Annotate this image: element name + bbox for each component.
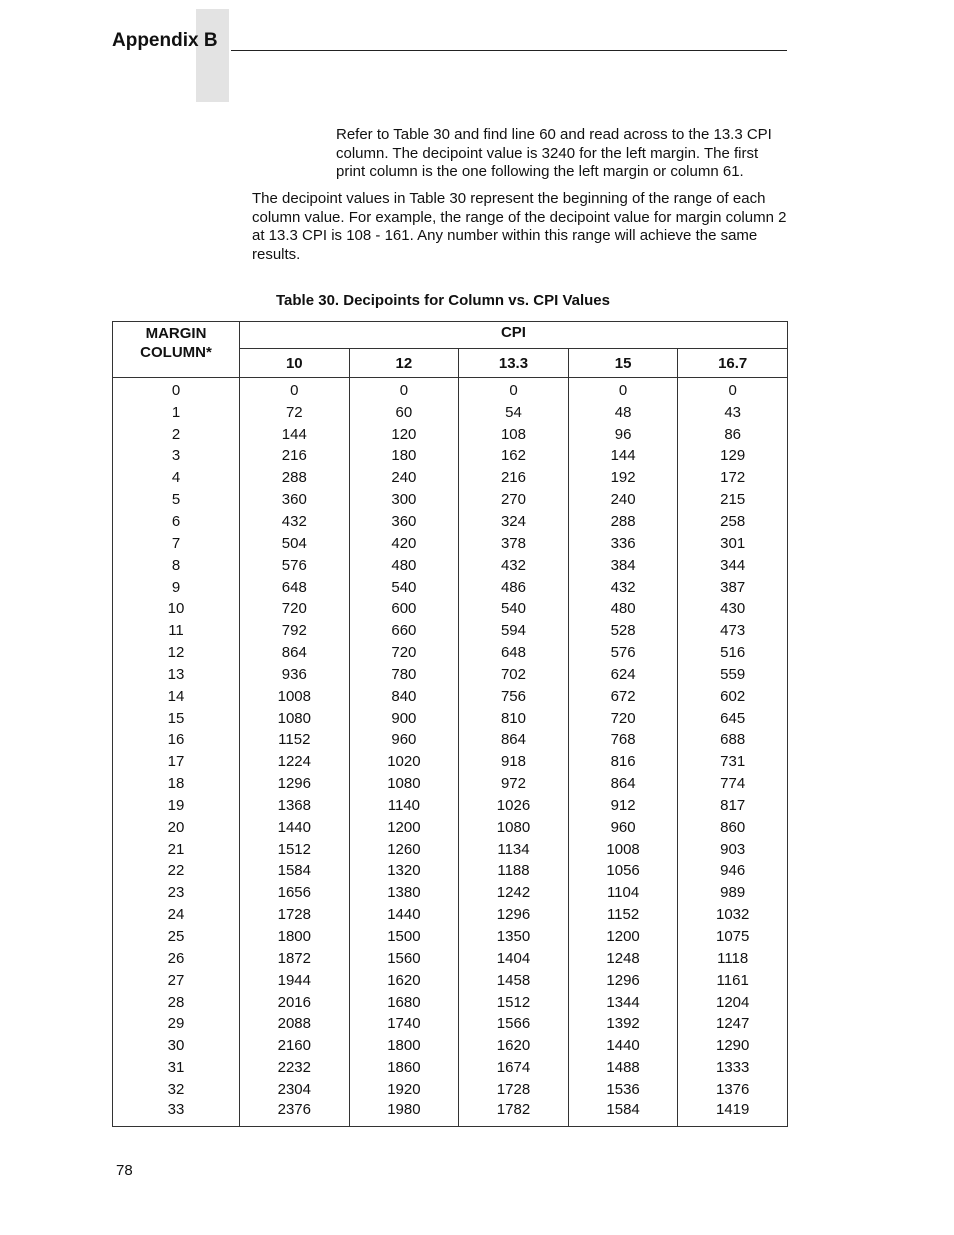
- table-row: [113, 904, 788, 926]
- margin-column-cell: 27: [113, 970, 240, 992]
- table-caption: Table 30. Decipoints for Column vs. CPI Values: [276, 292, 610, 309]
- decipoint-cell: 1104: [568, 882, 678, 904]
- margin-column-cell: 23: [113, 882, 240, 904]
- decipoint-cell: 2016: [240, 992, 350, 1014]
- cpi-group-header: CPI: [240, 322, 788, 349]
- margin-column-header: [113, 322, 240, 378]
- decipoint-cell: 1620: [459, 1035, 569, 1057]
- decipoint-cell: 860: [678, 817, 788, 839]
- decipoint-cell: 215: [678, 489, 788, 511]
- decipoint-cell: 180: [349, 446, 459, 468]
- decipoint-cell: 1140: [349, 795, 459, 817]
- table-row: [113, 467, 788, 489]
- decipoint-cell: 0: [240, 378, 350, 402]
- decipoint-cell: 1200: [568, 926, 678, 948]
- decipoint-cell: 1260: [349, 839, 459, 861]
- table-row: [113, 730, 788, 752]
- decipoint-cell: 1860: [349, 1057, 459, 1079]
- decipoint-cell: 432: [240, 511, 350, 533]
- decipoint-cell: 1075: [678, 926, 788, 948]
- table-row: [113, 1101, 788, 1127]
- decipoint-cell: 378: [459, 533, 569, 555]
- decipoint-cell: 1404: [459, 948, 569, 970]
- body-paragraph-2: The decipoint values in Table 30 represent the beginning of the range of each column value. For example, the range of the decipoint value for margin column 2 at 13.3 CPI is 108 - 161. Any number within this range will achieve the same results.: [252, 190, 787, 263]
- decipoint-cell: 1800: [349, 1035, 459, 1057]
- decipoint-cell: 1296: [568, 970, 678, 992]
- decipoint-cell: 384: [568, 555, 678, 577]
- table-row: [113, 446, 788, 468]
- margin-column-cell: 24: [113, 904, 240, 926]
- decipoint-cell: 1512: [459, 992, 569, 1014]
- decipoint-cell: 1290: [678, 1035, 788, 1057]
- margin-column-cell: 16: [113, 730, 240, 752]
- decipoint-cell: 2304: [240, 1079, 350, 1101]
- table-row: [113, 424, 788, 446]
- margin-column-cell: 5: [113, 489, 240, 511]
- decipoint-cell: 648: [459, 642, 569, 664]
- decipoint-cell: 792: [240, 620, 350, 642]
- table-row: [113, 489, 788, 511]
- appendix-heading: Appendix B: [112, 30, 218, 51]
- table-row: [113, 577, 788, 599]
- decipoint-cell: 216: [240, 446, 350, 468]
- margin-column-cell: 8: [113, 555, 240, 577]
- table-row: [113, 926, 788, 948]
- cpi-column-header: 15: [568, 349, 678, 378]
- decipoint-cell: 576: [568, 642, 678, 664]
- table-row: [113, 839, 788, 861]
- decipoint-cell: 1674: [459, 1057, 569, 1079]
- decipoint-cell: 972: [459, 773, 569, 795]
- decipoint-cell: 1204: [678, 992, 788, 1014]
- decipoint-cell: 756: [459, 686, 569, 708]
- decipoint-cell: 1500: [349, 926, 459, 948]
- decipoint-cell: 918: [459, 751, 569, 773]
- decipoint-cell: 840: [349, 686, 459, 708]
- decipoint-cell: 43: [678, 402, 788, 424]
- decipoint-cell: 387: [678, 577, 788, 599]
- table-row: [113, 555, 788, 577]
- table-row: [113, 817, 788, 839]
- decipoint-cell: 594: [459, 620, 569, 642]
- decipoint-cell: 1008: [568, 839, 678, 861]
- decipoint-cell: 1344: [568, 992, 678, 1014]
- decipoint-cell: 1512: [240, 839, 350, 861]
- decipoint-cell: 1728: [240, 904, 350, 926]
- table-row: [113, 773, 788, 795]
- decipoint-cell: 1200: [349, 817, 459, 839]
- decipoint-cell: 1152: [568, 904, 678, 926]
- decipoint-cell: 144: [240, 424, 350, 446]
- decipoint-cell: 1350: [459, 926, 569, 948]
- table-row: [113, 1057, 788, 1079]
- decipoint-cell: 129: [678, 446, 788, 468]
- decipoint-cell: 540: [459, 598, 569, 620]
- margin-column-cell: 18: [113, 773, 240, 795]
- decipoint-cell: 240: [349, 467, 459, 489]
- margin-column-cell: 10: [113, 598, 240, 620]
- decipoints-table: [112, 321, 788, 1127]
- decipoint-cell: 1488: [568, 1057, 678, 1079]
- decipoint-cell: 528: [568, 620, 678, 642]
- decipoint-cell: 989: [678, 882, 788, 904]
- decipoint-cell: 720: [349, 642, 459, 664]
- decipoint-cell: 288: [240, 467, 350, 489]
- cpi-column-header: 10: [240, 349, 350, 378]
- page-number: 78: [116, 1162, 133, 1179]
- decipoint-cell: 1376: [678, 1079, 788, 1101]
- decipoint-cell: 1242: [459, 882, 569, 904]
- decipoint-cell: 1056: [568, 861, 678, 883]
- margin-column-cell: 22: [113, 861, 240, 883]
- decipoint-cell: 258: [678, 511, 788, 533]
- margin-column-cell: 31: [113, 1057, 240, 1079]
- decipoint-cell: 1008: [240, 686, 350, 708]
- cpi-column-header: 16.7: [678, 349, 788, 378]
- decipoint-cell: 144: [568, 446, 678, 468]
- margin-column-cell: 14: [113, 686, 240, 708]
- decipoint-cell: 300: [349, 489, 459, 511]
- decipoint-cell: 1320: [349, 861, 459, 883]
- decipoint-cell: 1458: [459, 970, 569, 992]
- margin-column-cell: 30: [113, 1035, 240, 1057]
- table-row: [113, 511, 788, 533]
- decipoint-cell: 1536: [568, 1079, 678, 1101]
- decipoint-cell: 1333: [678, 1057, 788, 1079]
- decipoint-cell: 936: [240, 664, 350, 686]
- decipoint-cell: 480: [349, 555, 459, 577]
- decipoint-cell: 360: [349, 511, 459, 533]
- decipoint-cell: 1118: [678, 948, 788, 970]
- decipoint-cell: 1656: [240, 882, 350, 904]
- table-row: [113, 751, 788, 773]
- decipoint-cell: 162: [459, 446, 569, 468]
- decipoint-cell: 48: [568, 402, 678, 424]
- decipoint-cell: 1800: [240, 926, 350, 948]
- decipoint-cell: 720: [240, 598, 350, 620]
- decipoint-cell: 1248: [568, 948, 678, 970]
- margin-column-cell: 2: [113, 424, 240, 446]
- decipoint-cell: 624: [568, 664, 678, 686]
- decipoint-cell: 559: [678, 664, 788, 686]
- decipoint-cell: 720: [568, 708, 678, 730]
- margin-column-cell: 0: [113, 378, 240, 402]
- decipoint-cell: 172: [678, 467, 788, 489]
- decipoint-cell: 1740: [349, 1013, 459, 1035]
- decipoint-cell: 473: [678, 620, 788, 642]
- decipoint-cell: 1392: [568, 1013, 678, 1035]
- decipoint-cell: 1440: [240, 817, 350, 839]
- decipoint-cell: 432: [568, 577, 678, 599]
- decipoint-cell: 1440: [349, 904, 459, 926]
- margin-column-cell: 13: [113, 664, 240, 686]
- decipoint-cell: 270: [459, 489, 569, 511]
- decipoint-cell: 645: [678, 708, 788, 730]
- decipoint-cell: 120: [349, 424, 459, 446]
- decipoint-cell: 301: [678, 533, 788, 555]
- decipoint-cell: 864: [568, 773, 678, 795]
- margin-column-cell: 33: [113, 1101, 240, 1127]
- decipoint-cell: 0: [678, 378, 788, 402]
- decipoint-cell: 288: [568, 511, 678, 533]
- margin-column-cell: 4: [113, 467, 240, 489]
- decipoint-cell: 430: [678, 598, 788, 620]
- decipoint-cell: 900: [349, 708, 459, 730]
- decipoint-cell: 2232: [240, 1057, 350, 1079]
- decipoint-cell: 344: [678, 555, 788, 577]
- decipoint-cell: 688: [678, 730, 788, 752]
- decipoint-cell: 1080: [459, 817, 569, 839]
- decipoint-cell: 336: [568, 533, 678, 555]
- decipoint-cell: 903: [678, 839, 788, 861]
- decipoint-cell: 602: [678, 686, 788, 708]
- decipoint-cell: 1782: [459, 1101, 569, 1127]
- margin-column-cell: 20: [113, 817, 240, 839]
- margin-header-line2: COLUMN*: [140, 344, 212, 361]
- table-row: [113, 686, 788, 708]
- decipoint-cell: 1296: [459, 904, 569, 926]
- decipoint-cell: 0: [349, 378, 459, 402]
- decipoint-cell: 1419: [678, 1101, 788, 1127]
- decipoint-cell: 576: [240, 555, 350, 577]
- decipoint-cell: 86: [678, 424, 788, 446]
- header-rule: [231, 50, 787, 51]
- decipoint-cell: 516: [678, 642, 788, 664]
- margin-column-cell: 32: [113, 1079, 240, 1101]
- decipoint-cell: 2088: [240, 1013, 350, 1035]
- margin-column-cell: 12: [113, 642, 240, 664]
- decipoint-cell: 60: [349, 402, 459, 424]
- body-paragraph-1: Refer to Table 30 and find line 60 and read across to the 13.3 CPI column. The decipoint value is 3240 for the left margin. The first print column is the one following the left margin or column 61.: [336, 126, 772, 180]
- decipoint-cell: 1161: [678, 970, 788, 992]
- decipoint-cell: 540: [349, 577, 459, 599]
- decipoint-cell: 648: [240, 577, 350, 599]
- decipoint-cell: 216: [459, 467, 569, 489]
- table-row: [113, 992, 788, 1014]
- decipoint-cell: 1980: [349, 1101, 459, 1127]
- decipoint-cell: 480: [568, 598, 678, 620]
- decipoint-cell: 672: [568, 686, 678, 708]
- decipoint-cell: 1728: [459, 1079, 569, 1101]
- decipoint-cell: 1224: [240, 751, 350, 773]
- decipoint-cell: 864: [240, 642, 350, 664]
- decipoint-cell: 360: [240, 489, 350, 511]
- table-row: [113, 642, 788, 664]
- margin-column-cell: 17: [113, 751, 240, 773]
- table-row: [113, 970, 788, 992]
- table-row: [113, 1013, 788, 1035]
- decipoint-cell: 2376: [240, 1101, 350, 1127]
- decipoint-cell: 1944: [240, 970, 350, 992]
- decipoint-cell: 420: [349, 533, 459, 555]
- decipoint-cell: 1620: [349, 970, 459, 992]
- decipoint-cell: 1080: [240, 708, 350, 730]
- decipoint-cell: 816: [568, 751, 678, 773]
- margin-column-cell: 21: [113, 839, 240, 861]
- decipoint-cell: 731: [678, 751, 788, 773]
- decipoint-cell: 1080: [349, 773, 459, 795]
- table-row: [113, 533, 788, 555]
- decipoint-cell: 864: [459, 730, 569, 752]
- decipoint-cell: 1680: [349, 992, 459, 1014]
- decipoint-cell: 1032: [678, 904, 788, 926]
- decipoint-cell: 960: [349, 730, 459, 752]
- decipoint-cell: 1440: [568, 1035, 678, 1057]
- margin-column-cell: 7: [113, 533, 240, 555]
- table-row: [113, 620, 788, 642]
- decipoint-cell: 1296: [240, 773, 350, 795]
- margin-column-cell: 9: [113, 577, 240, 599]
- decipoint-cell: 780: [349, 664, 459, 686]
- margin-column-cell: 19: [113, 795, 240, 817]
- decipoint-cell: 702: [459, 664, 569, 686]
- decipoint-cell: 1560: [349, 948, 459, 970]
- decipoint-cell: 1380: [349, 882, 459, 904]
- cpi-column-header: 12: [349, 349, 459, 378]
- decipoint-cell: 72: [240, 402, 350, 424]
- table-row: [113, 1079, 788, 1101]
- table-row: [113, 795, 788, 817]
- margin-column-cell: 11: [113, 620, 240, 642]
- margin-column-cell: 28: [113, 992, 240, 1014]
- margin-column-cell: 1: [113, 402, 240, 424]
- decipoint-cell: 2160: [240, 1035, 350, 1057]
- header-tab-block: [196, 9, 229, 102]
- table-row: [113, 948, 788, 970]
- table-row: [113, 402, 788, 424]
- margin-column-cell: 26: [113, 948, 240, 970]
- decipoint-cell: 960: [568, 817, 678, 839]
- decipoint-cell: 1152: [240, 730, 350, 752]
- decipoint-cell: 324: [459, 511, 569, 533]
- decipoint-cell: 1872: [240, 948, 350, 970]
- decipoint-cell: 600: [349, 598, 459, 620]
- decipoint-cell: 54: [459, 402, 569, 424]
- decipoint-cell: 1566: [459, 1013, 569, 1035]
- decipoint-cell: 1026: [459, 795, 569, 817]
- margin-header-line1: MARGIN: [145, 325, 207, 342]
- decipoint-cell: 660: [349, 620, 459, 642]
- table-row: [113, 664, 788, 686]
- margin-column-cell: 6: [113, 511, 240, 533]
- table-row: [113, 882, 788, 904]
- decipoint-cell: 912: [568, 795, 678, 817]
- decipoint-cell: 768: [568, 730, 678, 752]
- decipoint-cell: 1584: [568, 1101, 678, 1127]
- decipoint-cell: 1020: [349, 751, 459, 773]
- decipoint-cell: 432: [459, 555, 569, 577]
- cpi-column-header: 13.3: [459, 349, 569, 378]
- decipoint-cell: 1368: [240, 795, 350, 817]
- table-row: [113, 378, 788, 402]
- table-row: [113, 861, 788, 883]
- decipoint-cell: 96: [568, 424, 678, 446]
- decipoint-cell: 192: [568, 467, 678, 489]
- decipoint-cell: 946: [678, 861, 788, 883]
- decipoint-cell: 817: [678, 795, 788, 817]
- decipoint-cell: 810: [459, 708, 569, 730]
- margin-column-cell: 3: [113, 446, 240, 468]
- decipoint-cell: 240: [568, 489, 678, 511]
- decipoint-cell: 486: [459, 577, 569, 599]
- decipoint-cell: 774: [678, 773, 788, 795]
- decipoint-cell: 1920: [349, 1079, 459, 1101]
- decipoint-cell: 1584: [240, 861, 350, 883]
- decipoint-cell: 1134: [459, 839, 569, 861]
- decipoint-cell: 0: [459, 378, 569, 402]
- margin-column-cell: 29: [113, 1013, 240, 1035]
- margin-column-cell: 25: [113, 926, 240, 948]
- table-row: [113, 708, 788, 730]
- decipoint-cell: 1247: [678, 1013, 788, 1035]
- table-row: [113, 598, 788, 620]
- margin-column-cell: 15: [113, 708, 240, 730]
- decipoint-cell: 0: [568, 378, 678, 402]
- decipoint-cell: 108: [459, 424, 569, 446]
- decipoint-cell: 1188: [459, 861, 569, 883]
- table-row: [113, 1035, 788, 1057]
- decipoint-cell: 504: [240, 533, 350, 555]
